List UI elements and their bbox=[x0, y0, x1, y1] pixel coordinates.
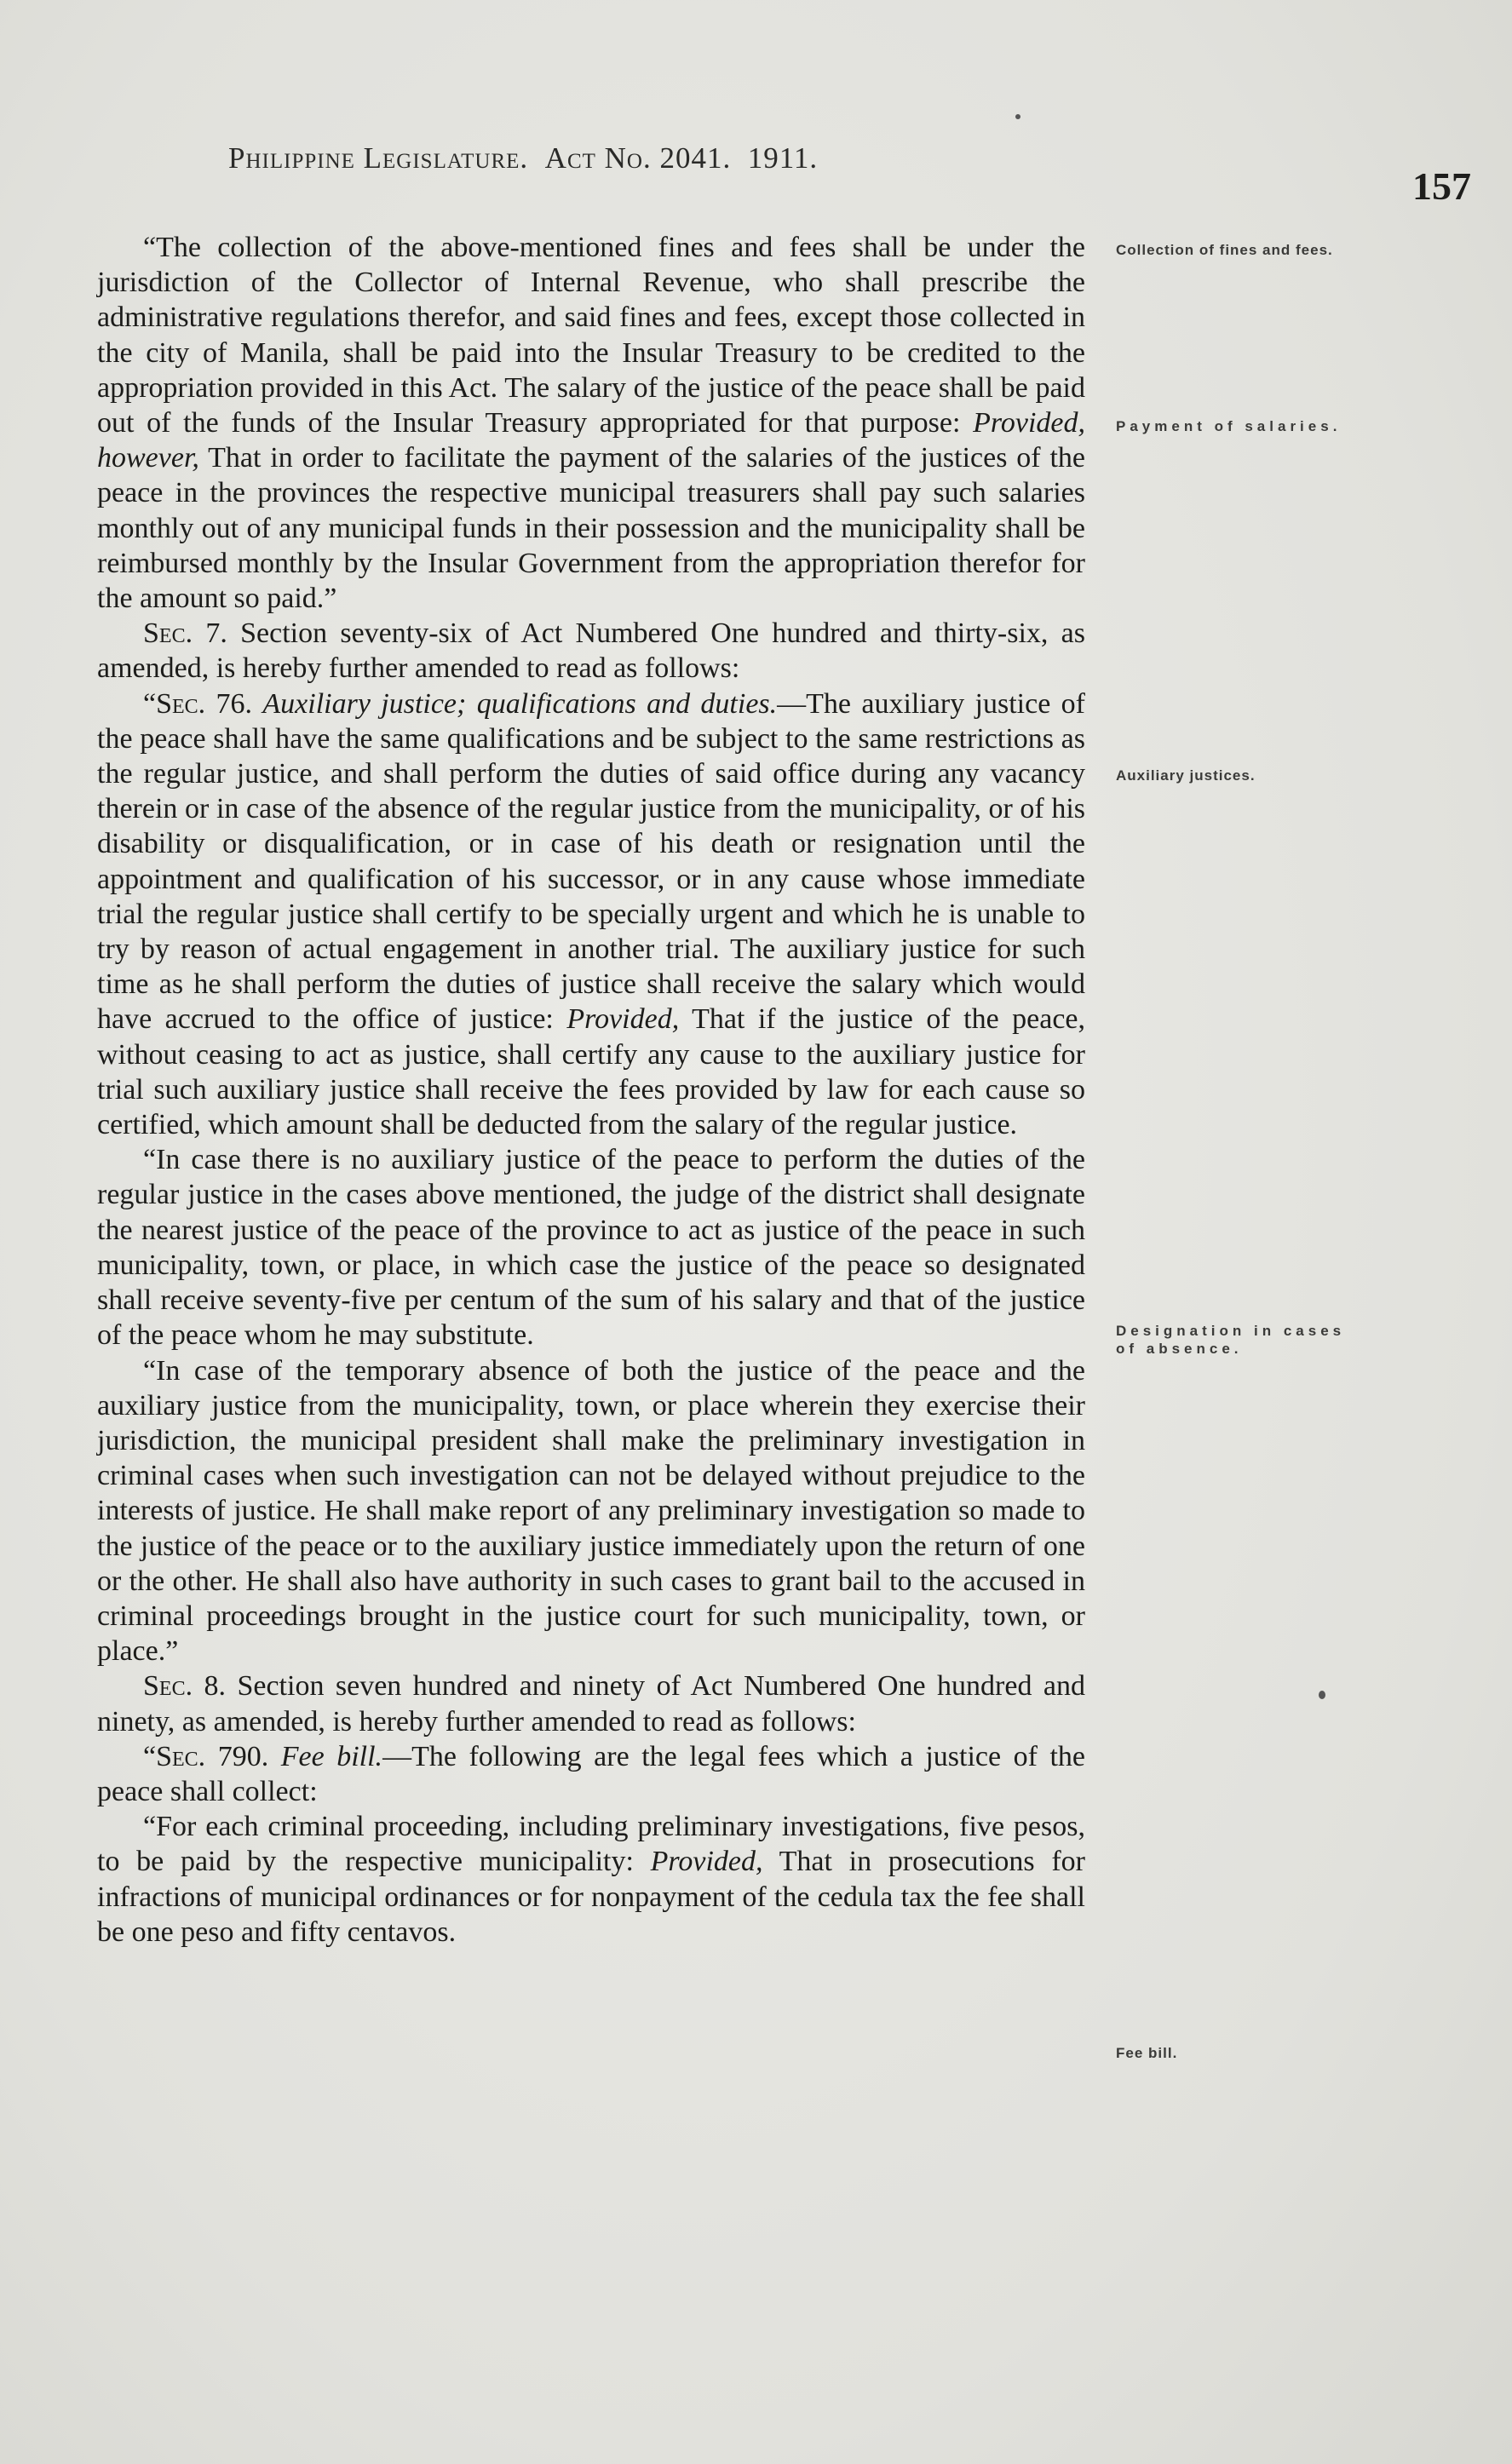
paragraph-text-segment: “ bbox=[143, 687, 157, 720]
paragraph-p1 bbox=[97, 230, 1085, 616]
paragraph-text-segment: “In case of the temporary absence of both the justice of the peace and the auxiliary justice from the municipality, town, or place wherein they exercise their jurisdiction, the municipal president shall make the preliminary investigation in criminal cases when such investigation can not be delayed without prejudice to the interests of justice. He shall make report of any preliminary investigation so made to the justice of the peace or to the auxiliary justice immediately upon the return of one or the other. He shall also have authority in such cases to grant bail to the accused in criminal proceedings brought in the justice court for such municipality, town, or place.” bbox=[97, 1354, 1085, 1668]
paragraph-text-segment: “In case there is no auxiliary justice of the peace to perform the duties of the regular justice in the cases above mentioned, the judge of the district shall designate the nearest justice of the peace of the province to act as justice of the peace in such municipality, town, or place, in which case the justice of the peace so designated shall receive seventy-five per centum of the sum of his salary and that of the justice of the peace whom he may substitute. bbox=[97, 1144, 1085, 1352]
paragraph-text-segment: 7. Section seventy-six of Act Numbered One hundred and thirty-six, as amended, is hereby further amended to read as follows: bbox=[97, 617, 1085, 685]
paragraph-text-segment: Sec. bbox=[143, 1670, 193, 1703]
ink-speck bbox=[1319, 1691, 1325, 1699]
paragraph-p6 bbox=[97, 1669, 1085, 1738]
header-act: Act No. 2041. bbox=[544, 141, 732, 175]
paragraph-p3 bbox=[97, 686, 1085, 1143]
paragraph-text-segment: That in prosecutions for infractions of municipal ordinances or for nonpayment of the cedula tax the fee shall be one peso and fifty centavos. bbox=[97, 1846, 1085, 1948]
ink-speck bbox=[1015, 114, 1020, 119]
margin-note-collection: Collection of fines and fees. bbox=[1116, 242, 1333, 258]
margin-note-fee-bill: Fee bill. bbox=[1116, 2045, 1178, 2061]
margin-note-designation: Designation in cases of absence. bbox=[1116, 1323, 1346, 1357]
paragraph-text-segment: That in order to facilitate the payment of the salaries of the justices of the peace in the provinces the respective municipal treasurers shall pay such salaries monthly out of any municipal funds in their possession and the municipality shall be reimbursed monthly by the Insular Government from the appropriation therefor for the amount so paid.” bbox=[97, 442, 1085, 615]
paragraph-text-segment: Sec. bbox=[143, 617, 193, 650]
paragraph-text-segment: “For each criminal proceeding, including preliminary investigations, five pesos, to be paid by the respective municipality: bbox=[97, 1811, 1085, 1878]
margin-note-auxiliary: Auxiliary justices. bbox=[1116, 767, 1256, 784]
paragraph-p7 bbox=[97, 1739, 1085, 1809]
header-legislature: Philippine Legislature. bbox=[228, 141, 529, 175]
paragraph-text-segment: “ bbox=[143, 1740, 157, 1772]
paragraph-text-segment: That if the justice of the peace, without ceasing to act as justice, shall certify any cause to the auxiliary justice for trial such auxiliary justice shall receive the fees provided by law for each cause so certified, which amount shall be deducted from the salary of the regular justice. bbox=[97, 1003, 1085, 1141]
paragraph-text-segment: 790. bbox=[205, 1740, 281, 1772]
running-header bbox=[228, 141, 818, 175]
paragraph-p8 bbox=[97, 1809, 1085, 1950]
paragraph-p2 bbox=[97, 616, 1085, 686]
header-year: 1911. bbox=[747, 141, 819, 175]
paragraph-text-segment: Sec. bbox=[156, 1740, 206, 1772]
paragraph-text-segment: Provided, however, bbox=[97, 407, 1085, 474]
paragraph-text-segment: Provided, bbox=[566, 1003, 680, 1036]
paragraph-text-segment: 76. bbox=[205, 687, 263, 720]
paragraph-text-segment: Sec. bbox=[156, 687, 206, 720]
paragraph-text-segment: “The collection of the above-mentioned fines and fees shall be under the jurisdiction of the Collector of Internal Revenue, who shall prescribe the administrative regulations therefor, and said fines and fees, except those collected in the city of Manila, shall be paid into the Insular Treasury to be credited to the appropriation provided in this Act. The salary of the justice of the peace shall be paid out of the funds of the Insular Treasury appropriated for that purpose: bbox=[97, 232, 1085, 439]
paragraph-p5 bbox=[97, 1353, 1085, 1669]
paragraph-text-segment: Auxiliary justice; qualifications and duties. bbox=[262, 687, 778, 720]
paragraph-text-segment: —The following are the legal fees which a justice of the peace shall collect: bbox=[97, 1740, 1086, 1807]
paragraph-text-segment: Provided, bbox=[650, 1846, 763, 1878]
margin-note-payment: Payment of salaries. bbox=[1116, 418, 1342, 434]
page-number: 157 bbox=[1412, 164, 1471, 208]
paragraph-text-segment: —The auxiliary justice of the peace shall have the same qualifications and be subject to the same restrictions as the regular justice, and shall perform the duties of said office during any vacancy therein or in case of the absence of the regular justice from the municipality, or of his disability or disqualification, or in case of his death or resignation until the appointment and qualification of his successor, or in any cause whose immediate trial the regular justice shall certify to be specially urgent and which he is unable to try by reason of actual engagement in another trial. The auxiliary justice for such time as he shall perform the duties of justice shall receive the salary which would have accrued to the office of justice: bbox=[97, 687, 1085, 1036]
paragraph-text-segment: Fee bill. bbox=[280, 1740, 383, 1772]
paragraph-p4 bbox=[97, 1142, 1085, 1353]
body-text bbox=[97, 230, 1085, 1950]
paragraph-text-segment: 8. Section seven hundred and ninety of Act Numbered One hundred and ninety, as amended, is hereby further amended to read as follows: bbox=[97, 1670, 1085, 1737]
